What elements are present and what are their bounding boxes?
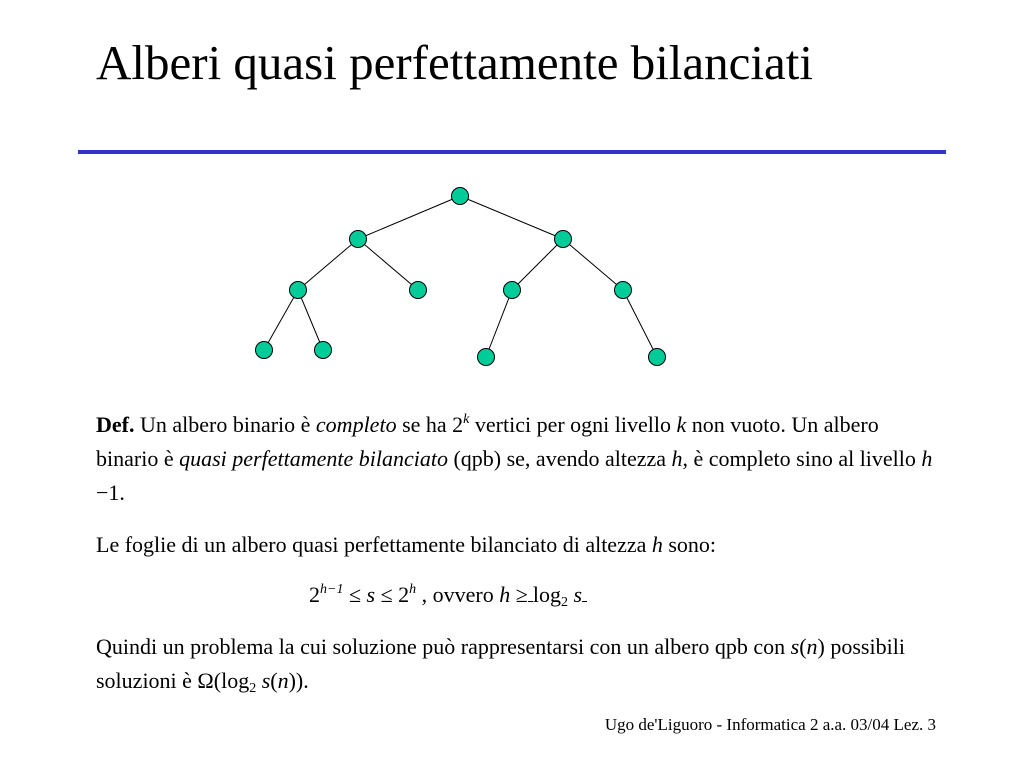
- tree-edge: [623, 290, 657, 357]
- tree-edges: [264, 196, 657, 357]
- term-completo: completo: [315, 412, 397, 437]
- tree-nodes: [256, 188, 666, 366]
- tree-node: [350, 231, 367, 248]
- tree-edge: [486, 290, 512, 357]
- tree-edge: [298, 239, 358, 290]
- tree-node: [555, 231, 572, 248]
- tree-edge: [563, 239, 623, 290]
- tree-edge: [358, 239, 418, 290]
- tree-node-leaf: [649, 349, 666, 366]
- tree-edge: [460, 196, 563, 239]
- leaves-paragraph: Le foglie di un albero quasi perfettamente bilanciato di altezza h sono:: [96, 532, 717, 557]
- tree-node: [290, 282, 307, 299]
- tree-node: [504, 282, 521, 299]
- definition-paragraph: Def. Un albero binario è completo se ha 2$^k$ vertici per ogni livello k non vuoto. Un albero binario è quasi perfettamente bilanciato (qpb) se, avendo altezza h, è completo sino al livello h −1.: [96, 412, 933, 505]
- def-label: Def.: [96, 412, 135, 437]
- tree-node: [410, 282, 427, 299]
- ceiling-right-icon: [582, 601, 587, 602]
- slide-title: Alberi quasi perfettamente bilanciati: [96, 35, 814, 90]
- tree-node-leaf: [256, 342, 273, 359]
- tree-edge: [358, 196, 460, 239]
- term-qpb: quasi perfettamente bilanciato: [179, 446, 448, 471]
- slide-footer: Ugo de'Liguoro - Informatica 2 a.a. 03/04 Lez. 3: [604, 715, 936, 734]
- conclusion-paragraph: Quindi un problema la cui soluzione può rappresentarsi con un albero qpb con s(n) possibili soluzioni è $\Omega(\log_2$ s(n)).: [96, 634, 905, 696]
- tree-edge: [264, 290, 298, 350]
- tree-edge: [298, 290, 323, 350]
- tree-node-root: [452, 188, 469, 205]
- leaves-formula: $2^{h-1} \le s \le 2^h$ , ovvero $h \ge \log_2 s$: [309, 578, 587, 612]
- tree-node-leaf: [478, 349, 495, 366]
- tree-edge: [512, 239, 563, 290]
- tree-node: [615, 282, 632, 299]
- tree-node-leaf: [315, 342, 332, 359]
